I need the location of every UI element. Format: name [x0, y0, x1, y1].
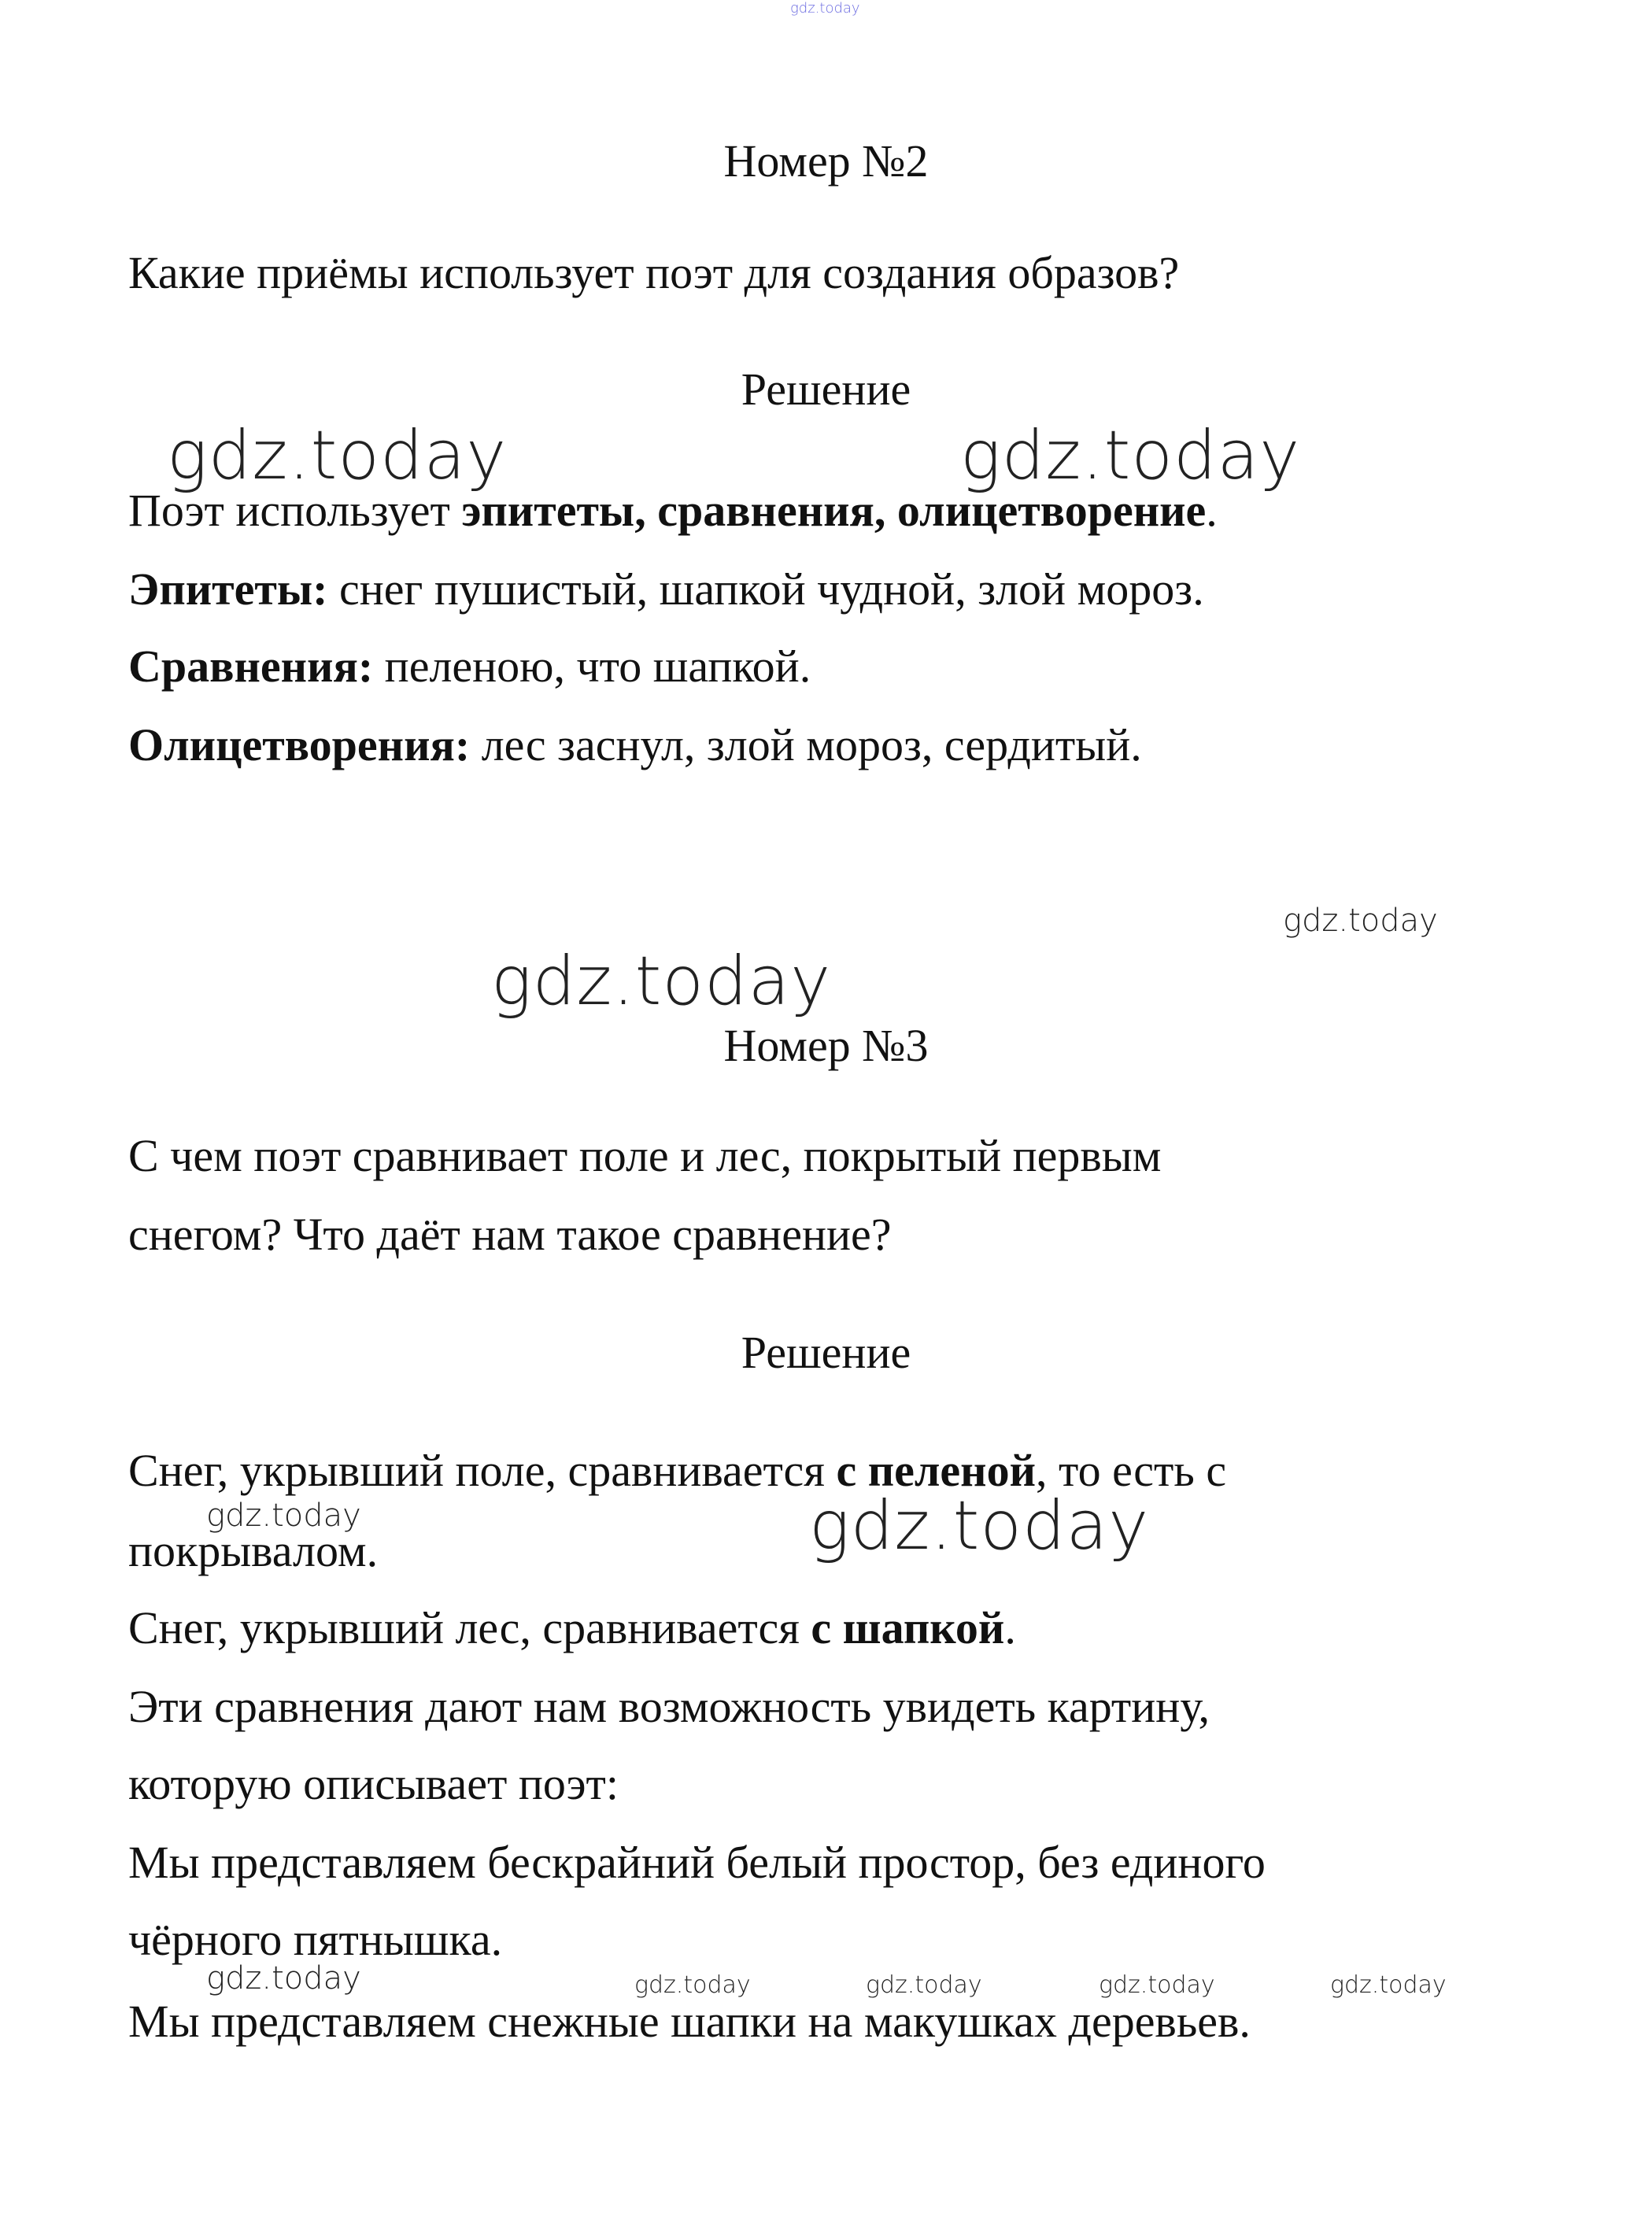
answer-intro-bold: эпитеты, сравнения, олицетворение: [461, 485, 1207, 536]
watermark-small: gdz.today: [1099, 1971, 1215, 1999]
q3-paragraph-line: которую описывает поэт:: [128, 1758, 619, 1809]
q3-question-line: С чем поэт сравнивает поле и лес, покрытый первым: [128, 1130, 1162, 1181]
q3-title: Номер №3: [723, 1020, 929, 1071]
q3-paragraph-line: Эти сравнения дают нам возможность увидеть картину,: [128, 1681, 1210, 1732]
answer-intro-prefix: Поэт использует: [128, 485, 462, 536]
term-label: Сравнения:: [128, 641, 374, 692]
q3-answer-line-cont: покрывалом.: [128, 1525, 379, 1576]
watermark-large: gdz.today: [809, 1487, 1150, 1565]
q2-personifications-line: [128, 719, 1142, 770]
q2-solution-label: Решение: [741, 364, 911, 415]
term-label: Олицетворения:: [128, 719, 471, 770]
watermark-medium: gdz.today: [206, 1498, 361, 1534]
term-text: лес заснул, злой мороз, сердитый.: [470, 719, 1142, 770]
watermark-small: gdz.today: [634, 1971, 751, 1999]
answer-bold: с шапкой: [811, 1602, 1005, 1653]
watermark-medium: gdz.today: [206, 1960, 361, 1996]
answer-bold: с пеленой: [836, 1445, 1037, 1496]
watermark-large: gdz.today: [491, 942, 832, 1021]
term-text: снег пушистый, шапкой чудной, злой мороз.: [327, 563, 1204, 615]
q3-paragraph-line: Мы представляем снежные шапки на макушках деревьев.: [128, 1996, 1251, 2047]
watermark-small: gdz.today: [1330, 1971, 1447, 1999]
q3-solution-label: Решение: [741, 1327, 911, 1378]
answer-suffix: .: [1004, 1602, 1016, 1653]
q3-question-line: снегом? Что даёт нам такое сравнение?: [128, 1209, 892, 1260]
q2-answer-intro: [128, 485, 1218, 536]
answer-intro-suffix: .: [1206, 485, 1218, 536]
watermark-top: gdz.today: [790, 0, 860, 17]
term-text: пеленою, что шапкой.: [373, 641, 811, 692]
answer-prefix: Снег, укрывший лес, сравнивается: [128, 1602, 811, 1653]
q3-answer-line: [128, 1602, 1016, 1653]
q2-epithets-line: [128, 563, 1204, 615]
answer-suffix: , то есть с: [1036, 1445, 1227, 1496]
q3-paragraph-line: чёрного пятнышка.: [128, 1914, 503, 1965]
watermark-large: gdz.today: [167, 416, 508, 495]
watermark-large: gdz.today: [960, 416, 1301, 495]
q2-title: Номер №2: [723, 135, 929, 187]
q2-comparisons-line: [128, 641, 811, 692]
watermark-medium: gdz.today: [1283, 903, 1438, 939]
watermark-small: gdz.today: [866, 1971, 982, 1999]
q2-question: Какие приёмы использует поэт для создания образов?: [128, 247, 1180, 298]
answer-prefix: Снег, укрывший поле, сравнивается: [128, 1445, 837, 1496]
q3-paragraph-line: Мы представляем бескрайний белый простор, без единого: [128, 1837, 1266, 1888]
term-label: Эпитеты:: [128, 563, 328, 615]
